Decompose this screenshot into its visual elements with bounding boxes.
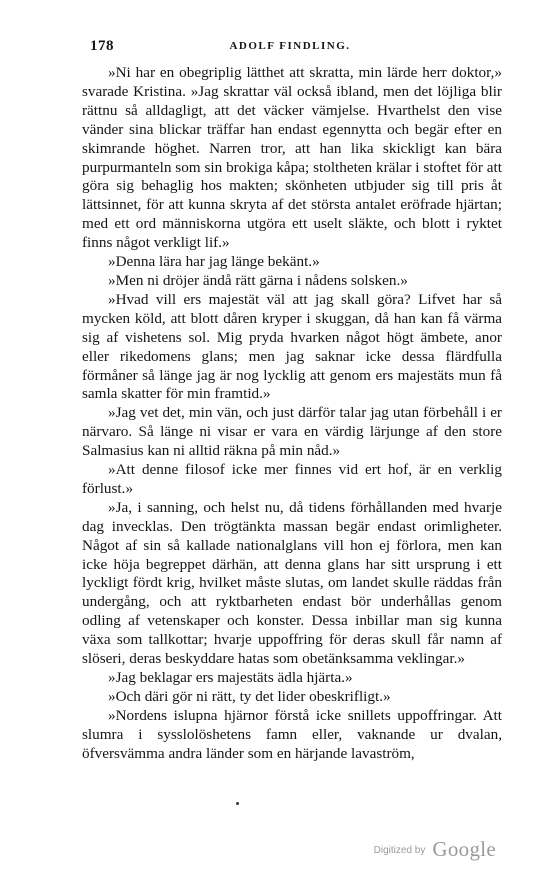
page-body	[82, 64, 502, 764]
paragraph: »Nordens islupna hjärnor förstå icke snillets uppoffringar. Att slumra i sysslolöshetens famn eller, vaknande ur dvalan, öfversvämma andra länder som en härjande lavaström,	[82, 706, 502, 762]
digitized-by-label: Digitized by	[373, 845, 426, 856]
ink-speck	[236, 802, 239, 805]
paragraph: »Jag vet det, min vän, och just därför talar jag utan förbehåll i er närvaro. Så länge ni visar er vara en värdig lärjunge af den store Salmasius kan ni alltid räkna på min nåd.»	[82, 404, 502, 460]
digitized-watermark	[374, 837, 496, 862]
paragraph: »Jag beklagar ers majestäts ädla hjärta.»	[108, 669, 353, 686]
paragraph: »Ni har en obegriplig lätthet att skratta, min lärde herr doktor,» svarade Kristina. »Jag skrattar väl också ibland, men det löjliga blir rättnu så alldagligt, att det väcker vämjelse. Hvarthelst den vise vänder sina blickar träffar han endast egennytta och begär efter en skimrande höghet. Narren tror, att han lika skickligt kan bära purpurmanteln som sin brokiga kåpa; stoltheten krälar i stoftet för att göra sig behaglig hos makten; skönheten utbjuder sig till pris åt lättsinnet, för att kunna skryta af det största antalet eröfrade hjärtan; med ett ord människorna utgöra ett uselt släkte, och blott i ryktet finns något verkligt lif.»	[82, 64, 502, 252]
paragraph: »Denna lära har jag länge bekänt.»	[108, 253, 320, 271]
paragraph: »Och däri gör ni rätt, ty det lider obeskrifligt.»	[108, 687, 391, 705]
page-header	[78, 38, 502, 58]
paragraph: »Att denne filosof icke mer finnes vid ert hof, är en verklig förlust.»	[82, 461, 502, 497]
paragraph: »Men ni dröjer ändå rätt gärna i nådens solsken.»	[108, 271, 408, 289]
google-logo: Google	[432, 837, 496, 861]
paragraph: »Hvad vill ers majestät väl att jag skall göra? Lifvet har så mycken köld, att blott dåren kryper i skuggan, då han kan få värma sig af vishetens sol. Mig pryda hvarken något högt ämbete, anor eller rikedomens glans; men jag saknar icke dessa flärdfulla förmåner så länge jag är nog lycklig att genom ers majestäts mun få samla skatter för min framtid.»	[82, 290, 502, 403]
page-number: 178	[90, 38, 114, 54]
running-head: ADOLF FINDLING.	[229, 40, 351, 52]
paragraph: »Ja, i sanning, och helst nu, då tidens förhållanden med hvarje dag invecklas. Den trögtänkta massan begär endast orimligheter. Något af sin så kallade nationalglans vill hon ej förlora, men kan icke höja begreppet därhän, att denna glans har sitt ursprung i ett lyckligt fördt krig, hvilket måste slutas, om landet skulle räddas från undergång, och att ryktbarheten endast bör underhållas genom odling af vetenskaper och konster. Dessa inbillar man sig kunna växa som tallkottar; hvarje uppoffring för deras skull får namn af slöseri, deras beskyddare hatas som obetänksamma veklingar.»	[82, 498, 502, 668]
